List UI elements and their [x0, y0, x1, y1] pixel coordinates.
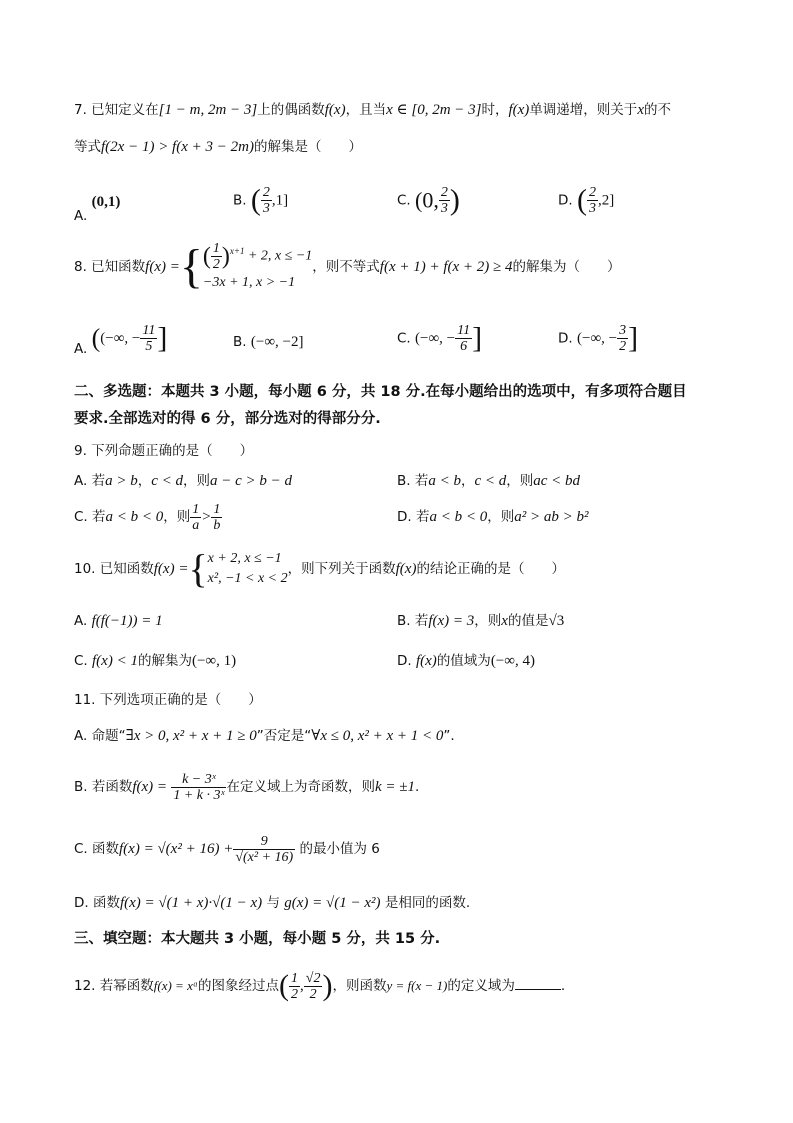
section2-heading-line1: 二、多选题：本题共 3 小题，每小题 6 分，共 18 分.在每小题给出的选项中，有多项符合题目: [74, 384, 687, 400]
q8-option-b-value: (−∞, −2]: [250, 334, 304, 350]
q7-stem-b: 上的偶函数: [257, 102, 325, 118]
q11-option-c: C. 函数f(x) = √(x² + 16) + $\frac{9}{\text{√(x² + 16)}}$ 的最小值为 6: [74, 833, 380, 865]
q8-option-a: A. ((−∞, − $\frac{11}{5}$ ]: [74, 321, 168, 357]
q8-inequality: f(x + 1) + f(x + 2) ≥ 4: [379, 259, 513, 275]
q8-option-b: B. (−∞, −2]: [233, 334, 304, 350]
q7-option-d: D. ( $\frac{2}{3}$ ,2]: [558, 183, 615, 217]
q7-stem-c: ，且当: [345, 102, 387, 118]
q10-option-c: C. f(x) < 1的解集为(−∞, 1): [74, 653, 237, 669]
q7-condition: x ∈ [0, 2m − 3]: [386, 102, 482, 118]
q7-inequality: f(2x − 1) > f(x + 3 − 2m): [101, 139, 254, 155]
q7-line2: [74, 137, 362, 157]
q10-option-a: A. f(f(−1)) = 1: [74, 613, 163, 629]
q8-option-c: C. (−∞, − $\frac{11}{6}$ ]: [397, 321, 483, 355]
q10-option-b: B. 若f(x) = 3，则x的值是√3: [397, 613, 565, 629]
q12-answer-blank: [515, 975, 561, 990]
q7-line2-b: 的解集是（ ）: [253, 139, 362, 155]
q7-var: x: [637, 102, 644, 118]
q8-stem-b: ，则不等式: [312, 259, 380, 275]
q10-option-d: D. f(x)的值域为(−∞, 4): [397, 653, 535, 669]
q7-option-a: A. (0,1): [74, 194, 121, 224]
q9-stem: 9. 下列命题正确的是（ ）: [74, 443, 254, 459]
q7-domain-interval: [1 − m, 2m − 3]: [158, 102, 258, 118]
q9-option-a: A. 若a > b，c < d，则a − c > b − d: [74, 473, 293, 489]
q7-option-c: C. (0, $\frac{2}{3}$ ): [397, 183, 460, 217]
q11-option-b: B. 若函数f(x) = $\frac{\text{k − 3ˣ}}{\text{1 + k · 3ˣ}}$ 在定义域上为奇函数，则k = ±1.: [74, 771, 420, 803]
q7-line2-a: 等式: [74, 139, 101, 155]
q9-option-b: B. 若a < b，c < d，则ac < bd: [397, 473, 581, 489]
q7-function-2: f(x): [508, 102, 530, 118]
q11-stem: 11. 下列选项正确的是（ ）: [74, 692, 262, 708]
q12-line: 12. 若幂函数f(x) = xᵅ的图象经过点( $\frac{1}{2}$ , $\frac{√2}{2}$ )，则函数y = f(x − 1)的定义域为 .: [74, 969, 566, 1002]
q8-function: f(x) =: [145, 259, 180, 275]
q8-piecewise: ( $\frac{1}{2}$ )$^{x+1}$ + 2, x ≤ −1 −3x + 1, x > −1: [202, 240, 313, 290]
q7-line1: [74, 100, 671, 120]
q11-option-a: A. 命题“∃x > 0, x² + x + 1 ≥ 0”否定是“∀x ≤ 0, x² + x + 1 < 0”.: [74, 728, 455, 744]
q11-option-d: D. 函数f(x) = √(1 + x)·√(1 − x) 与 g(x) = √(1 − x²) 是相同的函数.: [74, 895, 471, 911]
q7-option-b: B. ( $\frac{2}{3}$ ,1]: [233, 183, 289, 217]
q8-option-d: D. (−∞, − $\frac{3}{2}$ ]: [558, 321, 639, 355]
section3-heading: 三、填空题：本大题共 3 小题，每小题 5 分，共 15 分.: [74, 931, 441, 947]
q7-option-a-value: (0,1): [91, 194, 121, 210]
q9-option-c: C. 若a < b < 0，则 $\frac{1}{a}$ > $\frac{1}{b}$: [74, 501, 221, 533]
q7-stem-f: 的不: [643, 102, 671, 118]
q8-stem-c: 的解集为（ ）: [512, 259, 621, 275]
q7-stem-e: 单调递增，则关于: [529, 102, 638, 118]
q7-stem-d: 时，: [481, 102, 509, 118]
q8-line: 8. 已知函数f(x) ={ ( $\frac{1}{2}$ )$^{x+1}$ + 2, x ≤ −1 −3x + 1, x > −1 ，则不等式f(x + 1) + f(x + 2) ≥ 4的解集为（ ）: [74, 240, 621, 293]
q8-stem-a: 8. 已知函数: [74, 259, 146, 275]
q10-line: 10. 已知函数f(x) ={ x + 2, x ≤ −1 x², −1 < x < 2 ，则下列关于函数f(x)的结论正确的是（ ）: [74, 546, 565, 591]
q7-function: f(x): [324, 102, 346, 118]
section2-heading-line2: 要求.全部选对的得 6 分，部分选对的得部分分.: [74, 411, 381, 427]
q9-option-d: D. 若a < b < 0，则a² > ab > b²: [397, 509, 589, 525]
q7-stem-a: 7. 已知定义在: [74, 102, 159, 118]
q10-piecewise: x + 2, x ≤ −1 x², −1 < x < 2: [207, 551, 288, 586]
